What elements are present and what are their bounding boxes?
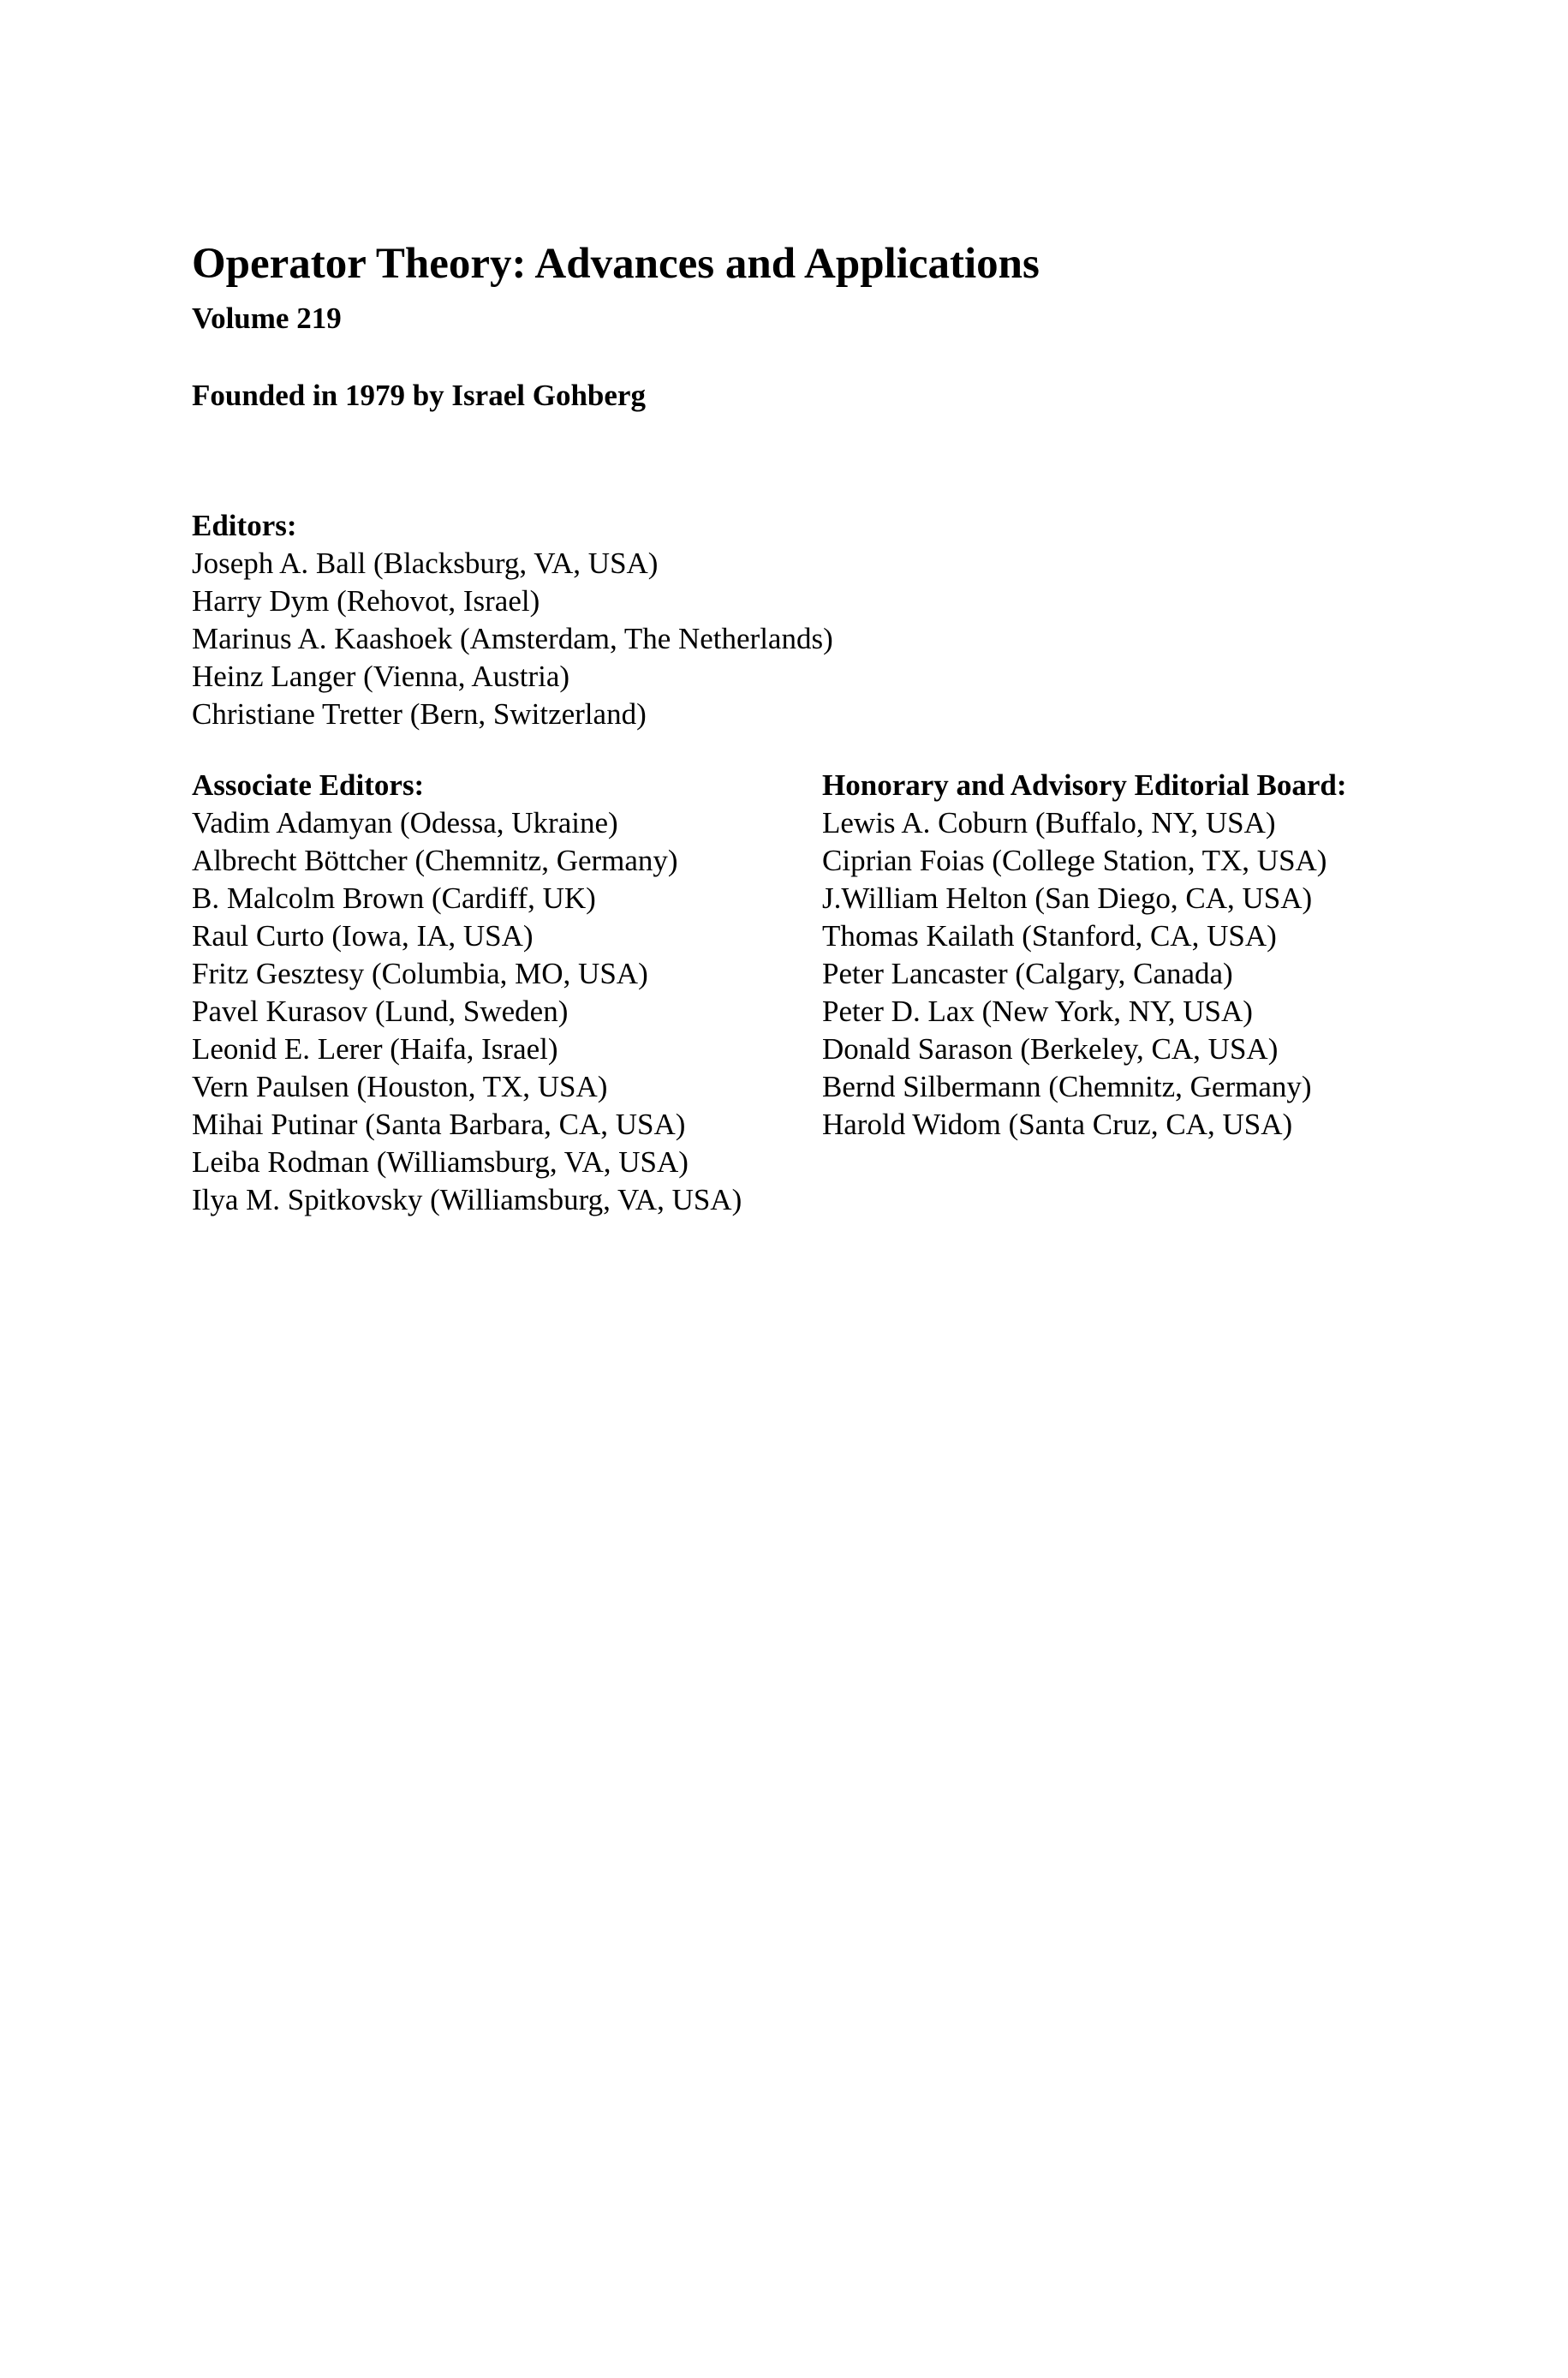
associate-editor-name: Albrecht Böttcher (Chemnitz, Germany)	[192, 844, 678, 877]
board-member-name: Peter Lancaster (Calgary, Canada)	[822, 957, 1233, 990]
board-member-name: Lewis A. Coburn (Buffalo, NY, USA)	[822, 806, 1276, 839]
founded-line: Founded in 1979 by Israel Gohberg	[192, 379, 646, 412]
board-member-name: J.William Helton (San Diego, CA, USA)	[822, 881, 1313, 915]
associate-editors-list	[192, 804, 742, 1219]
associate-editor-name: B. Malcolm Brown (Cardiff, UK)	[192, 881, 596, 915]
associate-editor-name: Ilya M. Spitkovsky (Williamsburg, VA, USA)	[192, 1183, 742, 1216]
associate-editor-name: Leiba Rodman (Williamsburg, VA, USA)	[192, 1145, 689, 1179]
associate-editor-name: Pavel Kurasov (Lund, Sweden)	[192, 995, 569, 1028]
associate-editor-name: Fritz Gesztesy (Columbia, MO, USA)	[192, 957, 648, 990]
associate-editor-name: Vadim Adamyan (Odessa, Ukraine)	[192, 806, 618, 839]
board-member-name: Bernd Silbermann (Chemnitz, Germany)	[822, 1070, 1312, 1103]
honorary-board-list	[822, 804, 1347, 1144]
honorary-board-section	[822, 767, 1347, 1144]
honorary-board-heading: Honorary and Advisory Editorial Board:	[822, 768, 1347, 802]
associate-editor-name: Leonid E. Lerer (Haifa, Israel)	[192, 1032, 558, 1066]
associate-editor-name: Raul Curto (Iowa, IA, USA)	[192, 919, 534, 953]
editor-name: Heinz Langer (Vienna, Austria)	[192, 660, 570, 693]
editor-name: Christiane Tretter (Bern, Switzerland)	[192, 697, 647, 731]
series-title: Operator Theory: Advances and Applications	[192, 240, 1040, 288]
associate-editor-name: Vern Paulsen (Houston, TX, USA)	[192, 1070, 608, 1103]
board-member-name: Thomas Kailath (Stanford, CA, USA)	[822, 919, 1277, 953]
board-member-name: Ciprian Foias (College Station, TX, USA)	[822, 844, 1327, 877]
editor-name: Joseph A. Ball (Blacksburg, VA, USA)	[192, 547, 659, 580]
board-member-name: Peter D. Lax (New York, NY, USA)	[822, 995, 1253, 1028]
associate-editors-heading: Associate Editors:	[192, 768, 425, 802]
editors-heading: Editors:	[192, 509, 297, 542]
editors-list	[192, 545, 833, 733]
board-member-name: Harold Widom (Santa Cruz, CA, USA)	[822, 1108, 1293, 1141]
volume-number: Volume 219	[192, 302, 342, 335]
board-member-name: Donald Sarason (Berkeley, CA, USA)	[822, 1032, 1279, 1066]
editors-section	[192, 507, 833, 733]
associate-editor-name: Mihai Putinar (Santa Barbara, CA, USA)	[192, 1108, 686, 1141]
editor-name: Marinus A. Kaashoek (Amsterdam, The Netherlands)	[192, 622, 833, 655]
associate-editors-section	[192, 767, 742, 1219]
editor-name: Harry Dym (Rehovot, Israel)	[192, 584, 540, 618]
